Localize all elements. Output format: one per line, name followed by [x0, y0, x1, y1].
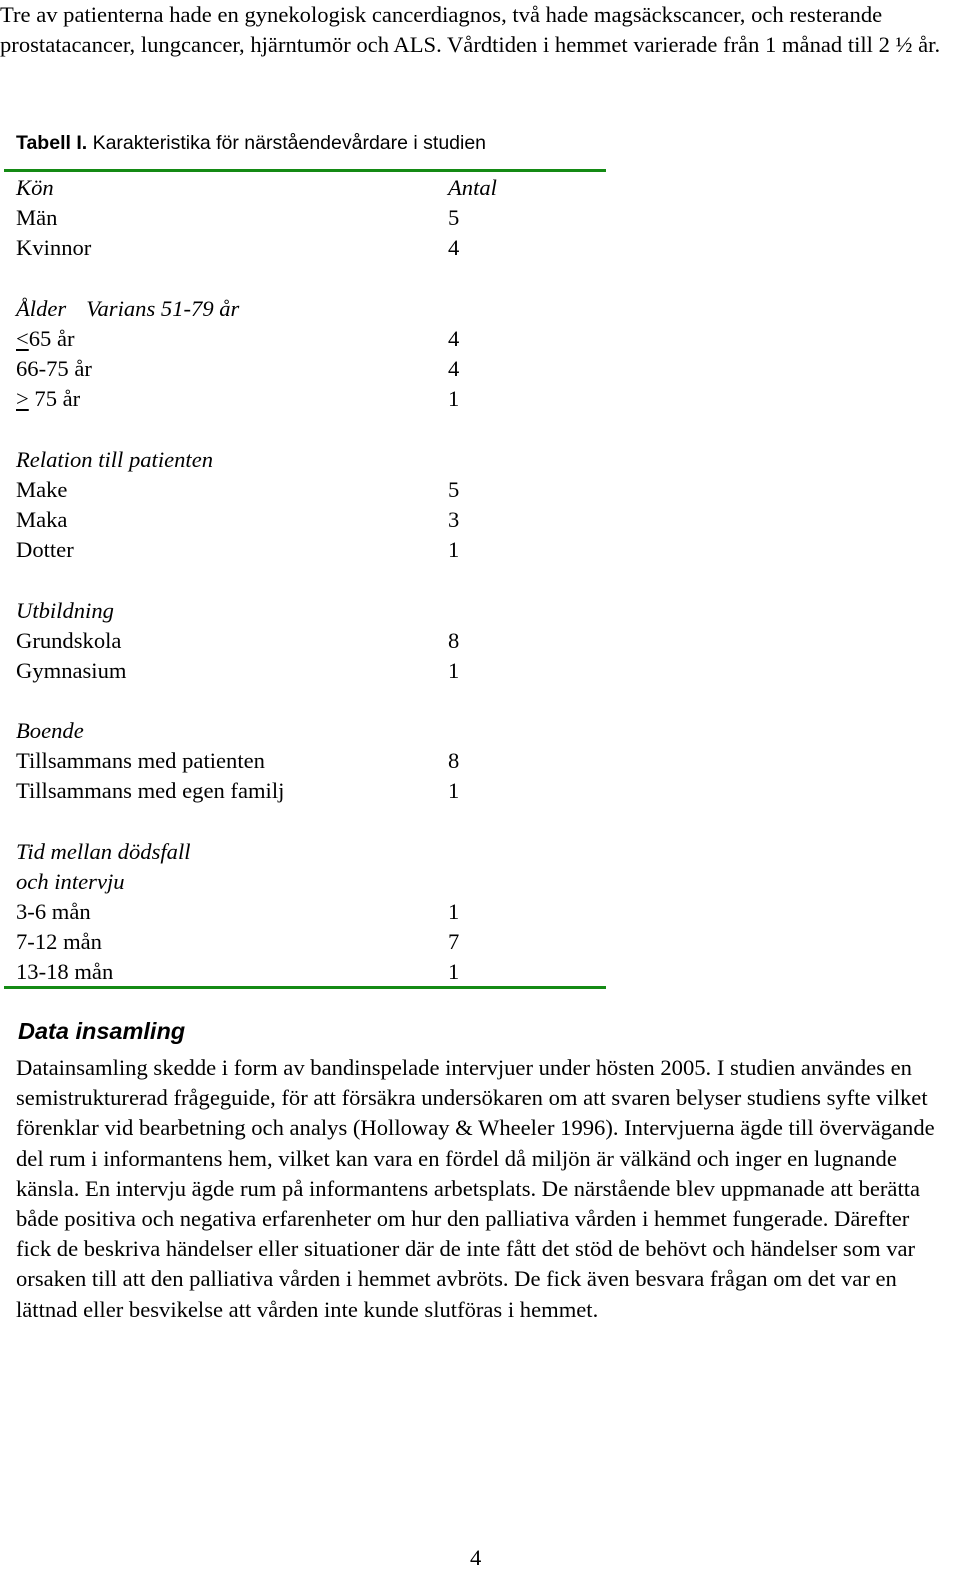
- antal-header: Antal: [448, 175, 497, 200]
- row-value: 5: [448, 477, 460, 502]
- table-row: [16, 776, 606, 806]
- row-label: Gymnasium: [16, 658, 127, 683]
- table-row: [16, 626, 606, 656]
- row-value: 1: [448, 899, 460, 924]
- boende-header: Boende: [16, 718, 84, 743]
- tid-section-header: [16, 837, 606, 867]
- table-row: [16, 324, 606, 354]
- row-value: 8: [448, 628, 460, 653]
- row-label: 66-75 år: [16, 356, 92, 381]
- greater-than-or-equal-symbol: >: [16, 386, 29, 411]
- table-row: [16, 535, 606, 565]
- boende-section-header: [16, 716, 606, 746]
- row-value: 5: [448, 205, 460, 230]
- row-value: 1: [448, 386, 460, 411]
- section-heading: Data insamling: [18, 1018, 186, 1044]
- row-value: 4: [448, 235, 460, 260]
- table-row: [16, 746, 606, 776]
- relation-section-header: [16, 445, 606, 475]
- row-value: 7: [448, 929, 460, 954]
- table-row: [16, 957, 606, 987]
- row-value: 8: [448, 748, 460, 773]
- row-label: 3-6 mån: [16, 899, 91, 924]
- table-row: [16, 233, 606, 263]
- row-value: 1: [448, 959, 460, 984]
- table-row: [16, 203, 606, 233]
- alder-varians: Varians 51-79 år: [86, 296, 240, 321]
- row-value: 1: [448, 658, 460, 683]
- utbildning-header: Utbildning: [16, 598, 114, 623]
- row-value: 1: [448, 778, 460, 803]
- table-header-row: [16, 173, 606, 203]
- row-value: 4: [448, 356, 460, 381]
- table-caption-text: Karakteristika för närståendevårdare i studien: [87, 132, 487, 154]
- table-row: [16, 384, 606, 414]
- row-label: Dotter: [16, 537, 74, 562]
- relation-header: Relation till patienten: [16, 447, 214, 472]
- row-value: 4: [448, 326, 460, 351]
- alder-section-header: [16, 294, 606, 324]
- table-caption: [16, 128, 486, 158]
- table-row: [16, 656, 606, 686]
- row-label: <65 år: [16, 326, 75, 351]
- row-label: Män: [16, 205, 58, 230]
- body-paragraph: Datainsamling skedde i form av bandinspelade intervjuer under hösten 2005. I studien användes en semistrukturerad frågeguide, för att försäkra undersökaren om att svaren belyser studiens syfte vilket förenklar vid bearbetning och analys (Holloway & Wheeler 1996). Intervjuerna ägde till övervägande del rum i informantens hem, vilket kan vara en fördel då miljön är välkänd och inger en lugnande känsla. En intervju ägde rum på informantens arbetsplats. De närstående blev uppmanade att berätta både positiva och negativa erfarenheter om hur den palliativa vården i hemmet fungerade. Därefter fick de beskriva händelser eller situationer där de inte fått det stöd de behövt och händelser som var orsaken till att den palliativa vården i hemmet avbröts. De fick även besvara frågan om det var en lättnad eller besvikelse att vården inte kunde slutföras i hemmet.: [16, 1055, 935, 1322]
- row-label: Tillsammans med patienten: [16, 748, 265, 773]
- tid-section-header-2: [16, 867, 606, 897]
- row-label: Make: [16, 477, 68, 502]
- row-label: > 75 år: [16, 386, 81, 411]
- row-value: 1: [448, 537, 460, 562]
- kon-header: Kön: [16, 175, 54, 200]
- tid-header-line-1: Tid mellan dödsfall: [16, 839, 191, 864]
- row-label: Grundskola: [16, 628, 122, 653]
- table-caption-label: Tabell I.: [16, 132, 88, 154]
- page-number: 4: [470, 1545, 482, 1570]
- table-row: [16, 354, 606, 384]
- alder-header: Ålder: [16, 296, 67, 321]
- row-label: Kvinnor: [16, 235, 92, 260]
- tid-header-line-2: och intervju: [16, 869, 125, 894]
- table-row: [16, 897, 606, 927]
- row-value: 3: [448, 507, 460, 532]
- intro-paragraph: Tre av patienterna hade en gynekologisk cancerdiagnos, två hade magsäckscancer, och resterande prostatacancer, lungcancer, hjärntumör och ALS. Vårdtiden i hemmet varierade från 1 månad till 2 ½ år.: [0, 2, 941, 57]
- table-top-rule: [4, 169, 606, 172]
- table-row: [16, 927, 606, 957]
- less-than-or-equal-symbol: <: [16, 326, 29, 351]
- row-label: 13-18 mån: [16, 959, 114, 984]
- row-label: Maka: [16, 507, 68, 532]
- row-label: 7-12 mån: [16, 929, 102, 954]
- utbildning-section-header: [16, 596, 606, 626]
- table-row: [16, 505, 606, 535]
- row-label: Tillsammans med egen familj: [16, 778, 285, 803]
- table-row: [16, 475, 606, 505]
- table-bottom-rule: [4, 986, 606, 989]
